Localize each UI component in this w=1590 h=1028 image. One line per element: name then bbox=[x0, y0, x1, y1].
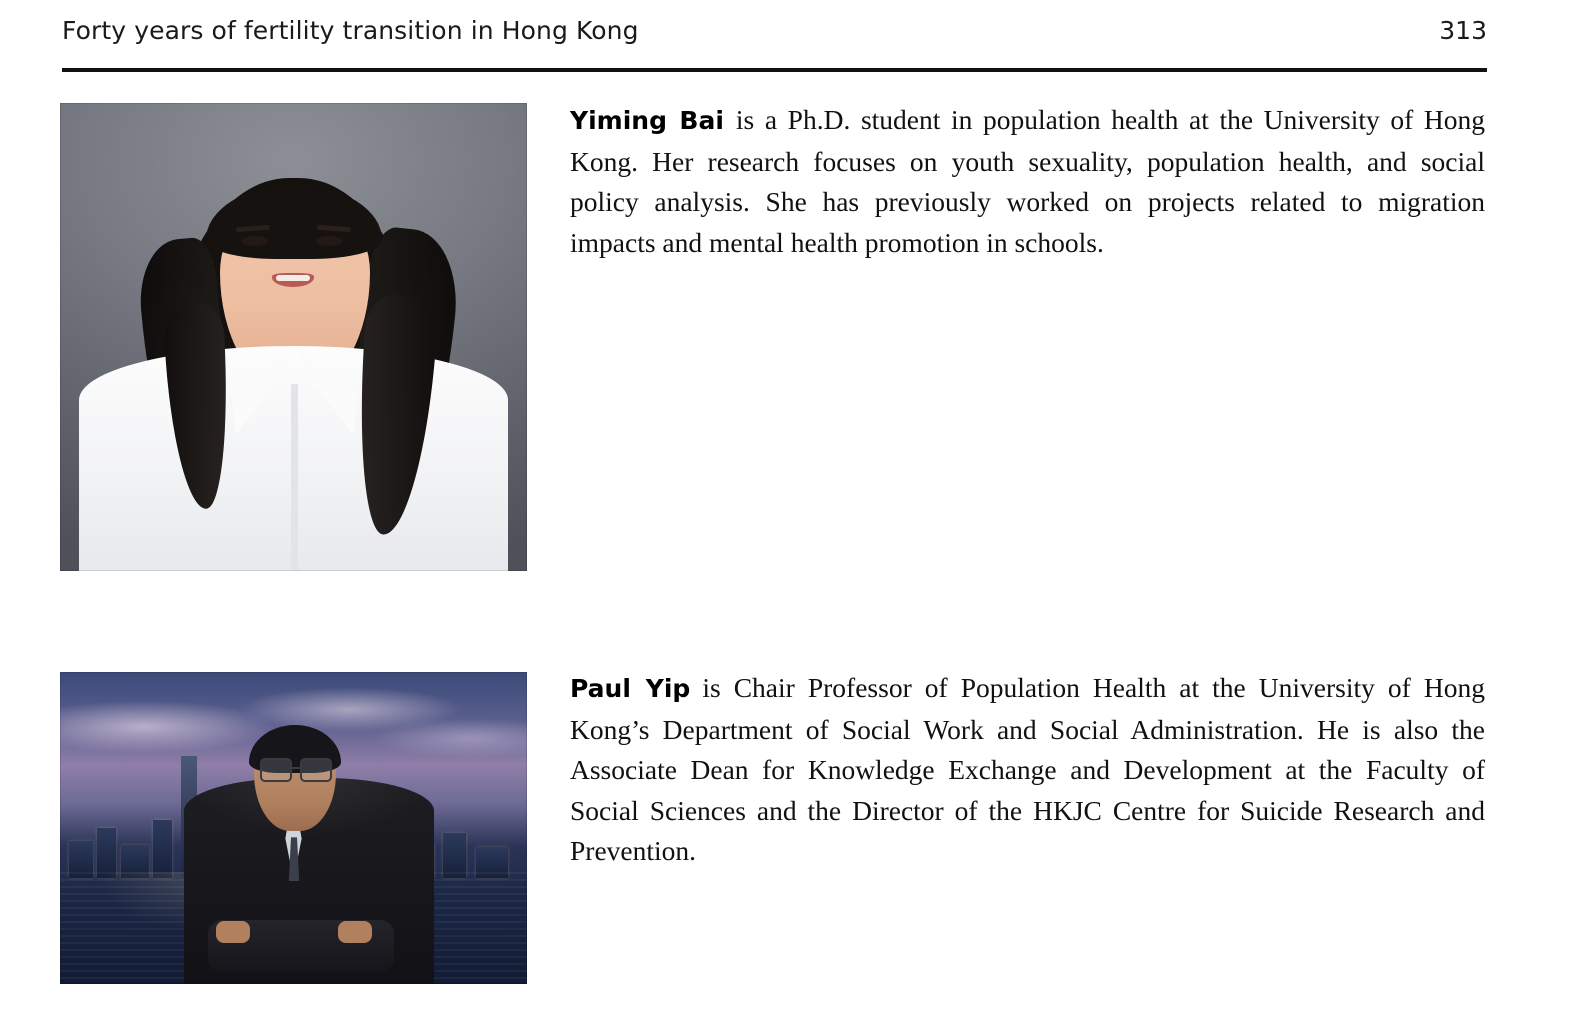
author-bio-body: is Chair Professor of Population Health at the University of Hong Kong’s Department of Social Work and Social Administration. He is also the Associate Dean for Knowledge Exchange and Development at the Faculty of Social Sciences and the Director of the HKJC Centre for Suicide Research and Prevention. bbox=[570, 672, 1485, 866]
skyline-building bbox=[153, 820, 172, 878]
hand-right bbox=[338, 921, 372, 943]
author-name: Paul Yip bbox=[570, 674, 691, 703]
running-head bbox=[62, 16, 1487, 45]
author-bio-body: is a Ph.D. student in population health at the University of Hong Kong. Her research focuses on youth sexuality, population health, and social policy analysis. She has previously worked on projects related to migration impacts and mental health promotion in schools. bbox=[570, 104, 1486, 258]
studio-backdrop bbox=[60, 103, 527, 571]
hand-left bbox=[216, 921, 250, 943]
eyeglass-lens-right bbox=[300, 758, 332, 782]
author-name: Yiming Bai bbox=[570, 106, 724, 135]
teeth bbox=[276, 275, 310, 281]
author-bio-text bbox=[570, 668, 1485, 872]
harbour-night-backdrop bbox=[60, 672, 527, 984]
author-bio-text bbox=[570, 100, 1485, 263]
header-rule bbox=[62, 68, 1487, 72]
eyeglass-bridge bbox=[288, 767, 300, 769]
hair-fringe bbox=[206, 185, 382, 259]
page-number: 313 bbox=[1439, 16, 1487, 45]
skyline-building bbox=[97, 828, 116, 878]
eyeglass-lens-left bbox=[260, 758, 292, 782]
shirt-placket bbox=[291, 384, 298, 571]
portrait-photo-yiming-bai bbox=[60, 103, 527, 571]
running-head-title: Forty years of fertility transition in Hong Kong bbox=[62, 16, 639, 45]
portrait-photo-paul-yip bbox=[60, 672, 527, 984]
